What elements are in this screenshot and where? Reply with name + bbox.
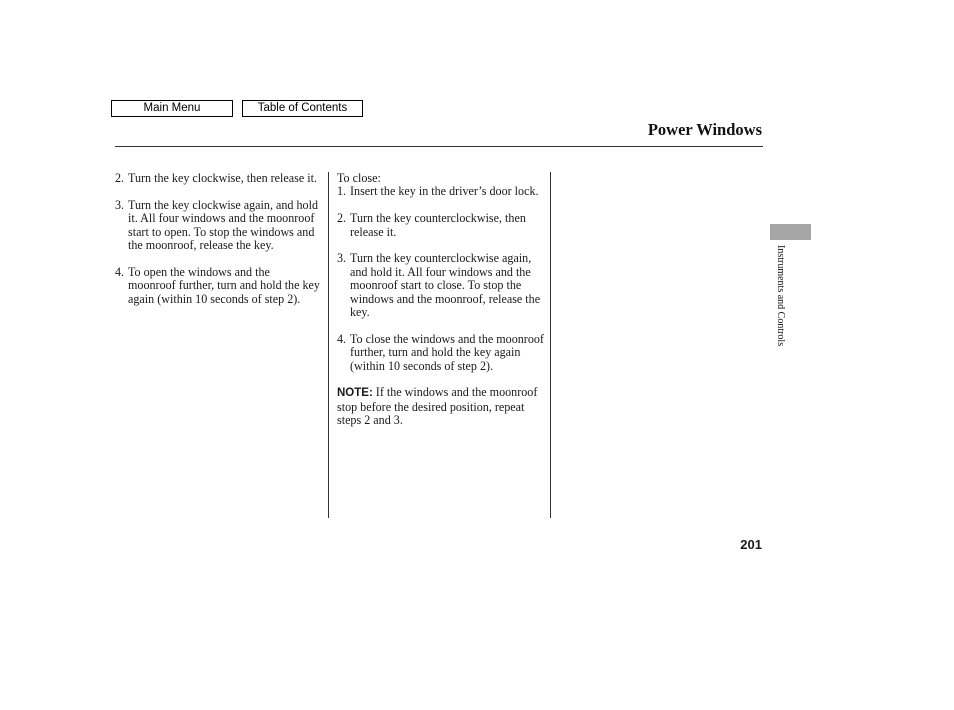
step-number: 4. (337, 331, 347, 346)
page-title: Power Windows (647, 120, 762, 139)
main-menu-button[interactable]: Main Menu (111, 100, 233, 117)
step-item (337, 185, 547, 198)
column-divider (328, 172, 329, 518)
step-number: 4. (115, 264, 125, 279)
step-item (337, 252, 547, 319)
section-tab-label: Instruments and Controls (775, 245, 786, 347)
step-number: 2. (115, 171, 125, 185)
step-number: 3. (115, 197, 125, 212)
step-text: Turn the key clockwise, then release it. (128, 171, 317, 185)
page-number: 201 (740, 537, 762, 552)
section-tab-marker (770, 224, 811, 240)
note-text: If the windows and the moonroof stop before the desired position, repeat steps 2 and 3. (337, 385, 538, 428)
column-divider (550, 172, 551, 518)
table-of-contents-button[interactable]: Table of Contents (242, 100, 363, 117)
note-label: NOTE: (337, 387, 373, 400)
header-rule (115, 146, 763, 147)
left-column (115, 172, 320, 319)
step-text: Turn the key clockwise again, and hold it. All four windows and the moonroof start to open. To stop the windows and the moonroof, release the key. (128, 197, 318, 253)
close-heading: To close: (337, 171, 381, 185)
step-item (115, 266, 320, 306)
step-text: Insert the key in the driver’s door lock. (350, 184, 539, 199)
step-text: Turn the key counterclockwise again, and hold it. All four windows and the moonroof start to close. To stop the windows and the moonroof, release the key. (350, 251, 541, 320)
step-text: To close the windows and the moonroof further, turn and hold the key again (within 10 seconds of step 2). (350, 331, 544, 373)
step-number: 3. (337, 251, 347, 266)
step-item (115, 199, 320, 253)
step-item (337, 212, 547, 239)
step-number: 2. (337, 211, 347, 226)
step-item (115, 172, 320, 185)
step-text: Turn the key counterclockwise, then release it. (350, 211, 526, 239)
note (337, 386, 547, 427)
step-item (337, 333, 547, 373)
step-text: To open the windows and the moonroof further, turn and hold the key again (within 10 seconds of step 2). (128, 264, 320, 306)
right-column (337, 172, 547, 428)
step-number: 1. (337, 184, 347, 199)
